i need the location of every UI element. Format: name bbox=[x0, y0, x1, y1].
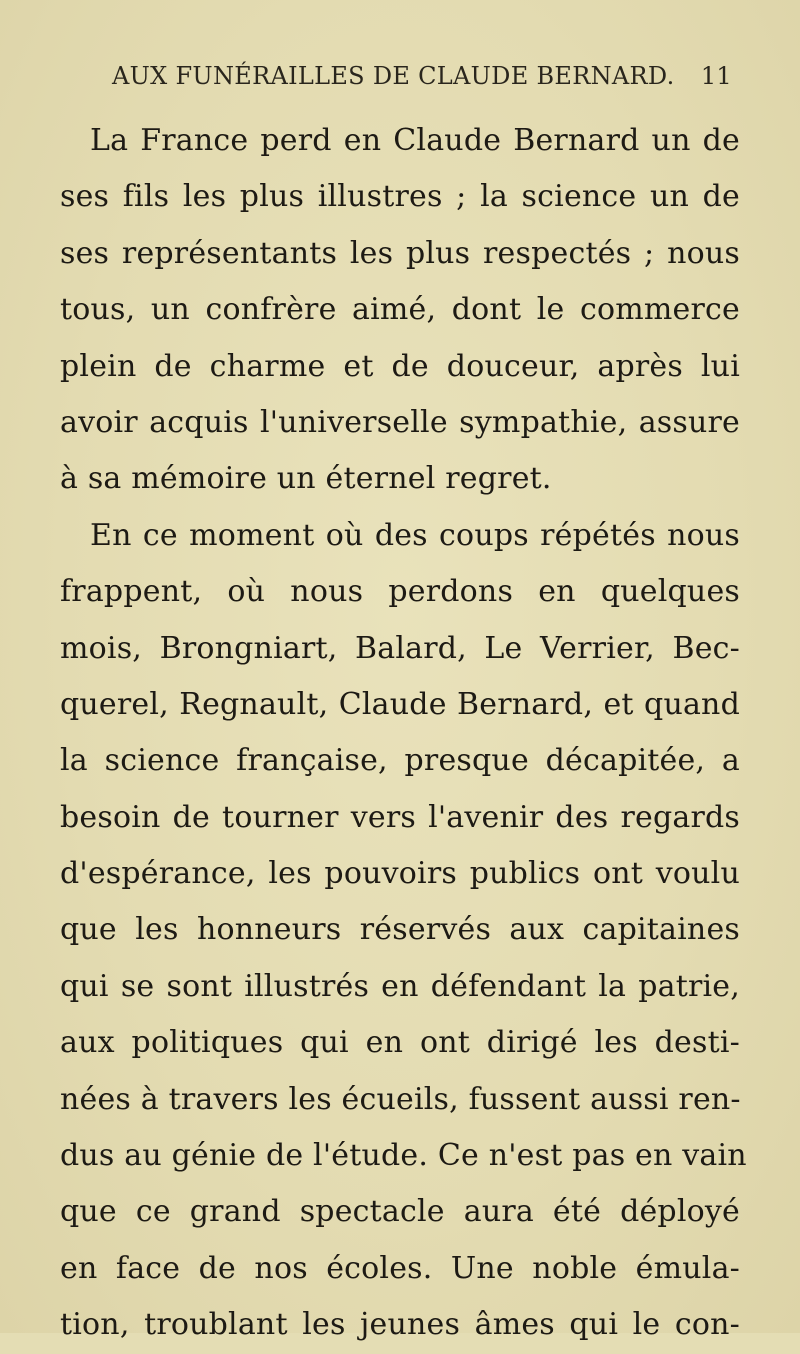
text-line: d'espérance, les pouvoirs publics ont voulu bbox=[60, 856, 740, 892]
text-line: à sa mémoire un éternel regret. bbox=[60, 461, 552, 497]
text-line: tion, troublant les jeunes âmes qui le con- bbox=[60, 1307, 740, 1343]
text-line: ses fils les plus illustres ; la science un de bbox=[60, 179, 740, 215]
running-head-title: AUX FUNÉRAILLES DE CLAUDE BERNARD. bbox=[112, 62, 675, 90]
text-line: avoir acquis l'universelle sympathie, assure bbox=[60, 404, 740, 440]
text-line: ses représentants les plus respectés ; nous bbox=[60, 235, 740, 271]
text-line: que les honneurs réservés aux capitaines bbox=[60, 912, 740, 948]
text-line: mois, Brongniart, Balard, Le Verrier, Bec- bbox=[60, 630, 740, 666]
text-line: frappent, où nous perdons en quelques bbox=[60, 574, 740, 610]
text-line: dus au génie de l'étude. Ce n'est pas en vain bbox=[60, 1138, 747, 1174]
text-line: plein de charme et de douceur, après lui bbox=[60, 348, 740, 384]
text-line: La France perd en Claude Bernard un de bbox=[90, 123, 740, 158]
body-text bbox=[60, 113, 747, 1354]
text-line: la science française, presque décapitée, a bbox=[60, 743, 740, 779]
text-line: nées à travers les écueils, fussent aussi ren- bbox=[60, 1081, 741, 1117]
text-line: en face de nos écoles. Une noble émula- bbox=[60, 1250, 740, 1286]
text-line: besoin de tourner vers l'avenir des regards bbox=[60, 799, 740, 835]
text-line: tous, un confrère aimé, dont le commerce bbox=[60, 292, 740, 328]
text-line: que ce grand spectacle aura été déployé bbox=[60, 1194, 740, 1230]
page-number: 11 bbox=[700, 62, 732, 90]
text-line: querel, Regnault, Claude Bernard, et quand bbox=[60, 686, 740, 722]
text-line: qui se sont illustrés en défendant la patrie, bbox=[60, 968, 740, 1004]
text-line: En ce moment où des coups répétés nous bbox=[90, 517, 740, 553]
text-line: aux politiques qui en ont dirigé les desti- bbox=[60, 1025, 740, 1061]
running-head bbox=[112, 62, 732, 90]
